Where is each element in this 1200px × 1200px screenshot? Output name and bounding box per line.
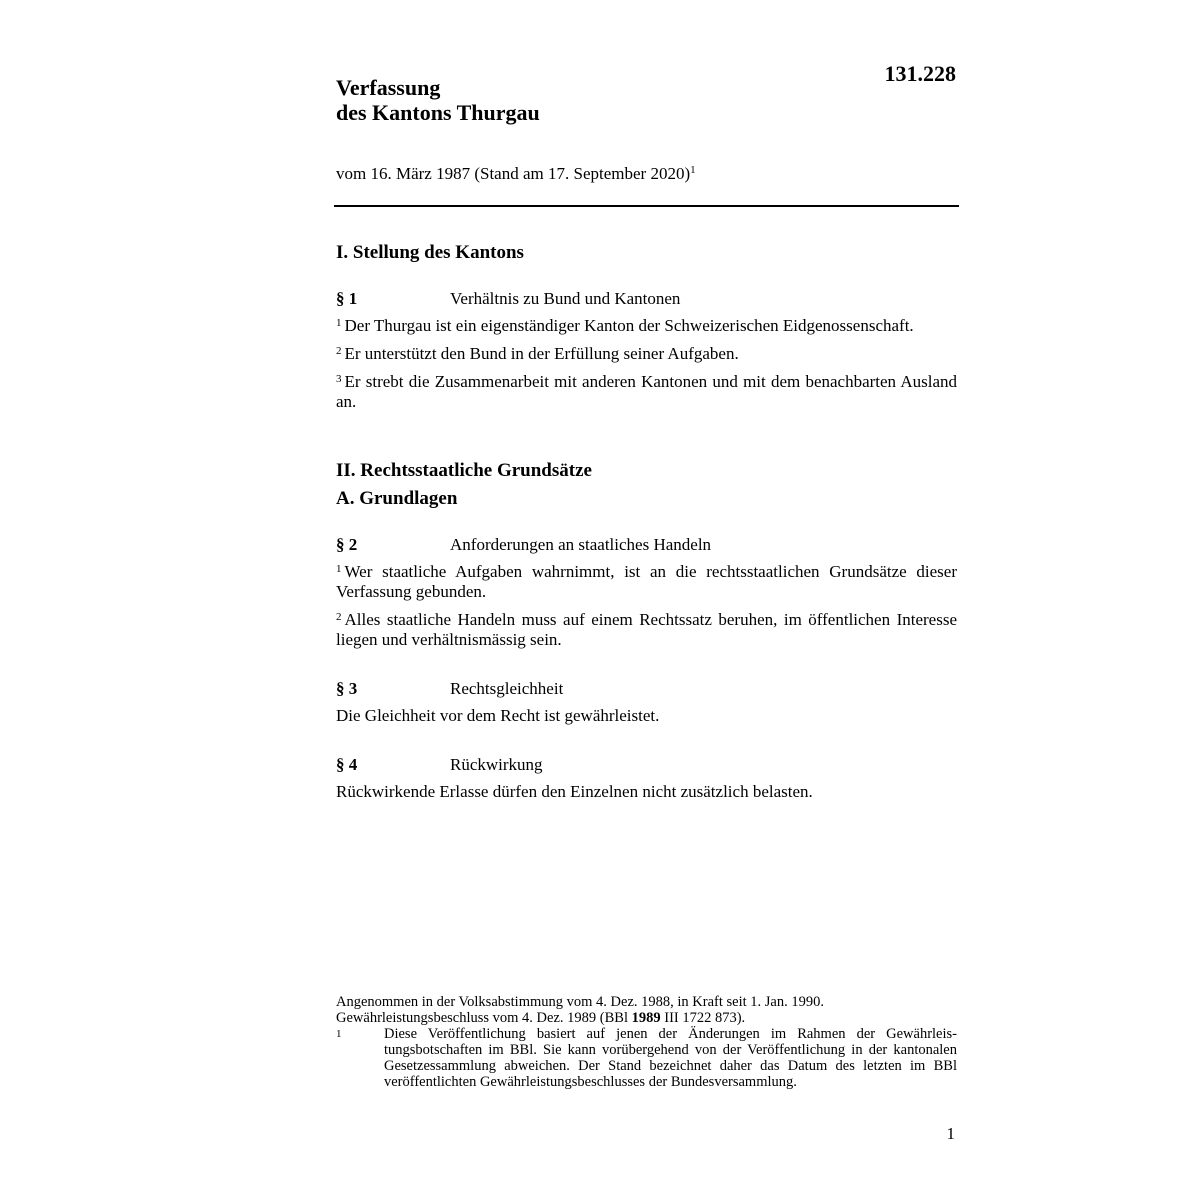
paragraph-title: Anforderungen an staatliches Handeln bbox=[450, 535, 712, 554]
section-heading: I. Stellung des Kantons bbox=[336, 242, 524, 263]
footnote-1 bbox=[336, 1026, 957, 1090]
page-number: 1 bbox=[946, 1124, 955, 1143]
paragraph-heading bbox=[336, 288, 957, 310]
item-number: 1 bbox=[336, 317, 342, 329]
footnote-ref[interactable]: 1 bbox=[690, 164, 696, 176]
document-number: 131.228 bbox=[884, 61, 956, 86]
item-number: 2 bbox=[336, 611, 342, 623]
paragraph-title: Verhältnis zu Bund und Kantonen bbox=[450, 289, 681, 308]
item-text: Er strebt die Zusammenarbeit mit anderen Kantonen und mit dem benachbarten Ausland an. bbox=[336, 372, 957, 411]
paragraph-text: Rückwirkende Erlasse dürfen den Einzelnen nicht zusätzlich belasten. bbox=[336, 782, 813, 801]
item-number: 1 bbox=[336, 563, 342, 575]
item-text: Wer staatliche Aufgaben wahrnimmt, ist an die rechtsstaatlichen Grundsätze dieser Verfassung gebunden. bbox=[336, 562, 957, 601]
paragraph-number: § 4 bbox=[336, 755, 358, 774]
paragraph-item bbox=[336, 344, 957, 364]
item-number: 2 bbox=[336, 345, 342, 357]
item-text: Er unterstützt den Bund in der Erfüllung seiner Aufgaben. bbox=[344, 344, 739, 363]
paragraph-number: § 3 bbox=[336, 679, 358, 698]
adoption-note: Angenommen in der Volksabstimmung vom 4. Dez. 1988, in Kraft seit 1. Jan. 1990. bbox=[336, 994, 824, 1010]
item-number: 3 bbox=[336, 373, 342, 385]
footnotes bbox=[336, 994, 957, 1090]
paragraph-number: § 1 bbox=[336, 289, 358, 308]
footnote-number: 1 bbox=[336, 1028, 342, 1040]
paragraph-heading bbox=[336, 534, 957, 556]
paragraph-text: Die Gleichheit vor dem Recht ist gewährleistet. bbox=[336, 706, 660, 725]
paragraph-title: Rückwirkung bbox=[450, 755, 543, 774]
title-line-2: des Kantons Thurgau bbox=[336, 100, 540, 125]
document-body bbox=[336, 240, 957, 810]
document-title bbox=[336, 75, 540, 125]
paragraph-heading bbox=[336, 678, 957, 700]
header-divider bbox=[334, 205, 959, 207]
item-text: Alles staatliche Handeln muss auf einem Rechtssatz beruhen, im öffentlichen Interesse liegen und verhältnismässig sein. bbox=[336, 610, 957, 649]
paragraph-item bbox=[336, 610, 957, 650]
paragraph-item bbox=[336, 562, 957, 602]
document-date bbox=[336, 164, 696, 184]
guarantee-note: Gewährleistungsbeschluss vom 4. Dez. 1989 (BBl 1989 III 1722 873). bbox=[336, 1010, 746, 1026]
paragraph-heading bbox=[336, 754, 957, 776]
paragraph-number: § 2 bbox=[336, 535, 358, 554]
title-line-1: Verfassung bbox=[336, 75, 441, 100]
item-text: Der Thurgau ist ein eigenständiger Kanton der Schweizerischen Eidgenossenschaft. bbox=[344, 316, 914, 335]
footnote-text: Diese Veröffentlichung basiert auf jenen der Änderungen im Rahmen der Gewährleistungsbotschaften im BBl. Sie kann vorübergehend von der Veröffentlichung in der kantonalen Gesetzessammlung abweichen. Der Stand bezeichnet daher das Datum des letzten im BBl veröffentlichten Gewährleistungsbeschlusses der Bundesversammlung. bbox=[384, 1026, 957, 1090]
paragraph-item bbox=[336, 316, 957, 336]
date-text: vom 16. März 1987 (Stand am 17. September 2020) bbox=[336, 164, 691, 183]
section-heading: II. Rechtsstaatliche Grundsätze bbox=[336, 460, 592, 481]
paragraph-title: Rechtsgleichheit bbox=[450, 679, 564, 698]
paragraph-item bbox=[336, 372, 957, 412]
subsection-heading: A. Grundlagen bbox=[336, 488, 458, 509]
